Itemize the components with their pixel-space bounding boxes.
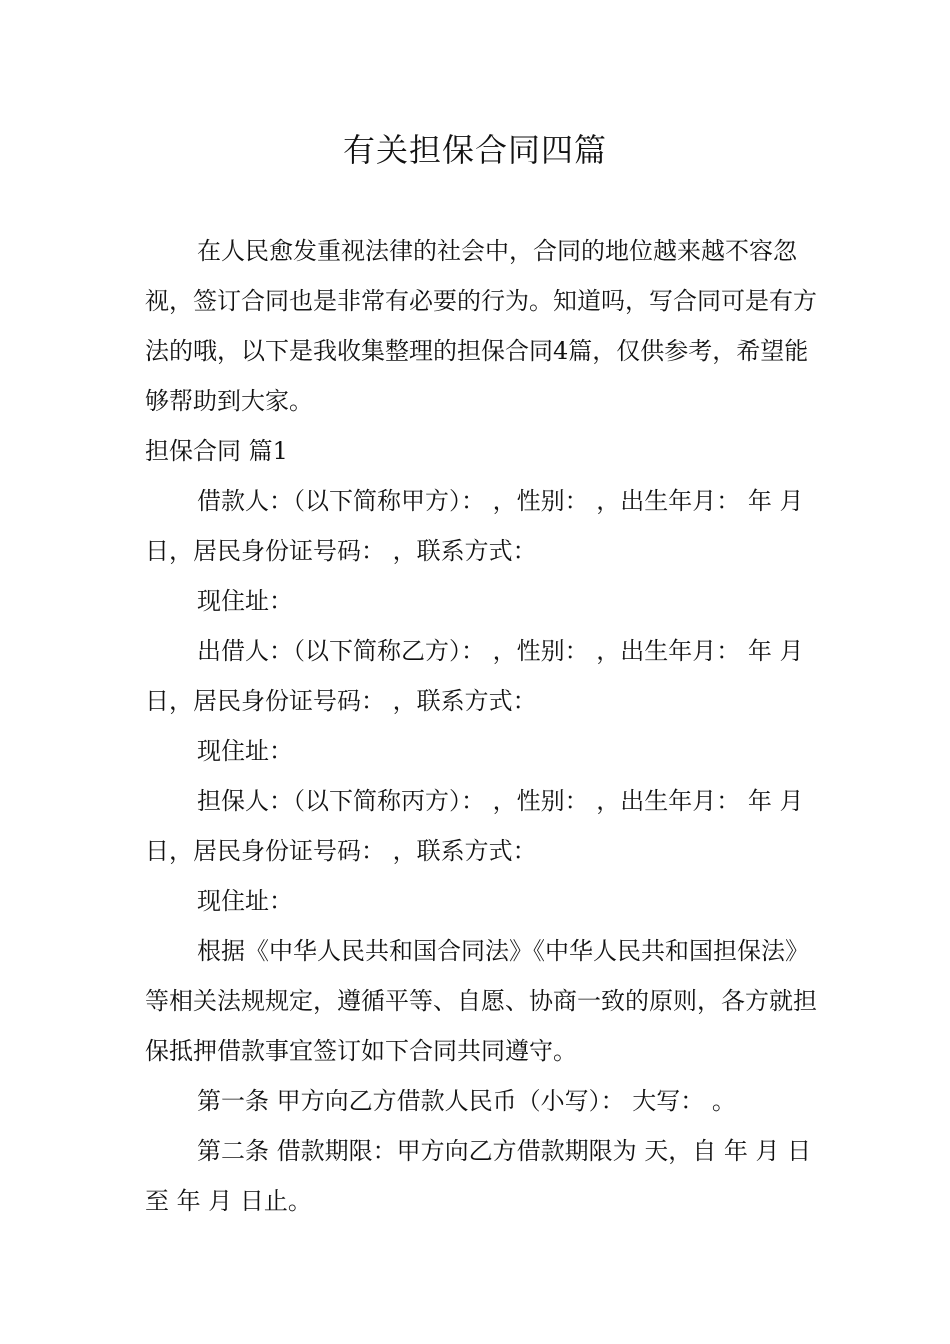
intro-paragraph: 在人民愈发重视法律的社会中，合同的地位越来越不容忽视，签订合同也是非常有必要的行为。知道吗，写合同可是有方法的哦，以下是我收集整理的担保合同4篇，仅供参考，希望能够帮助到大家。 [145,237,817,415]
document-body [145,226,825,1226]
lender-paragraph: 出借人：（以下简称乙方）： ，性别： ，出生年月： 年 月 日，居民身份证号码： ，联系方式： [145,637,804,715]
guarantor-paragraph: 担保人：（以下简称丙方）： ，性别： ，出生年月： 年 月 日，居民身份证号码： ，联系方式： [145,787,804,865]
legal-basis-paragraph: 根据《中华人民共和国合同法》《中华人民共和国担保法》等相关法规规定，遵循平等、自愿、协商一致的原则，各方就担保抵押借款事宜签订如下合同共同遵守。 [145,937,817,1065]
article-one: 第一条 甲方向乙方借款人民币（小写）： 大写： 。 [197,1087,736,1115]
borrower-paragraph: 借款人：（以下简称甲方）： ，性别： ，出生年月： 年 月 日，居民身份证号码： ，联系方式： [145,487,804,565]
article-two: 第二条 借款期限：甲方向乙方借款期限为 天，自 年 月 日至 年 月 日止。 [145,1137,812,1215]
section-heading: 担保合同 篇1 [145,437,288,465]
borrower-address: 现住址： [197,587,293,615]
lender-address: 现住址： [197,737,293,765]
guarantor-address: 现住址： [197,887,293,915]
document-title: 有关担保合同四篇 [342,131,607,169]
